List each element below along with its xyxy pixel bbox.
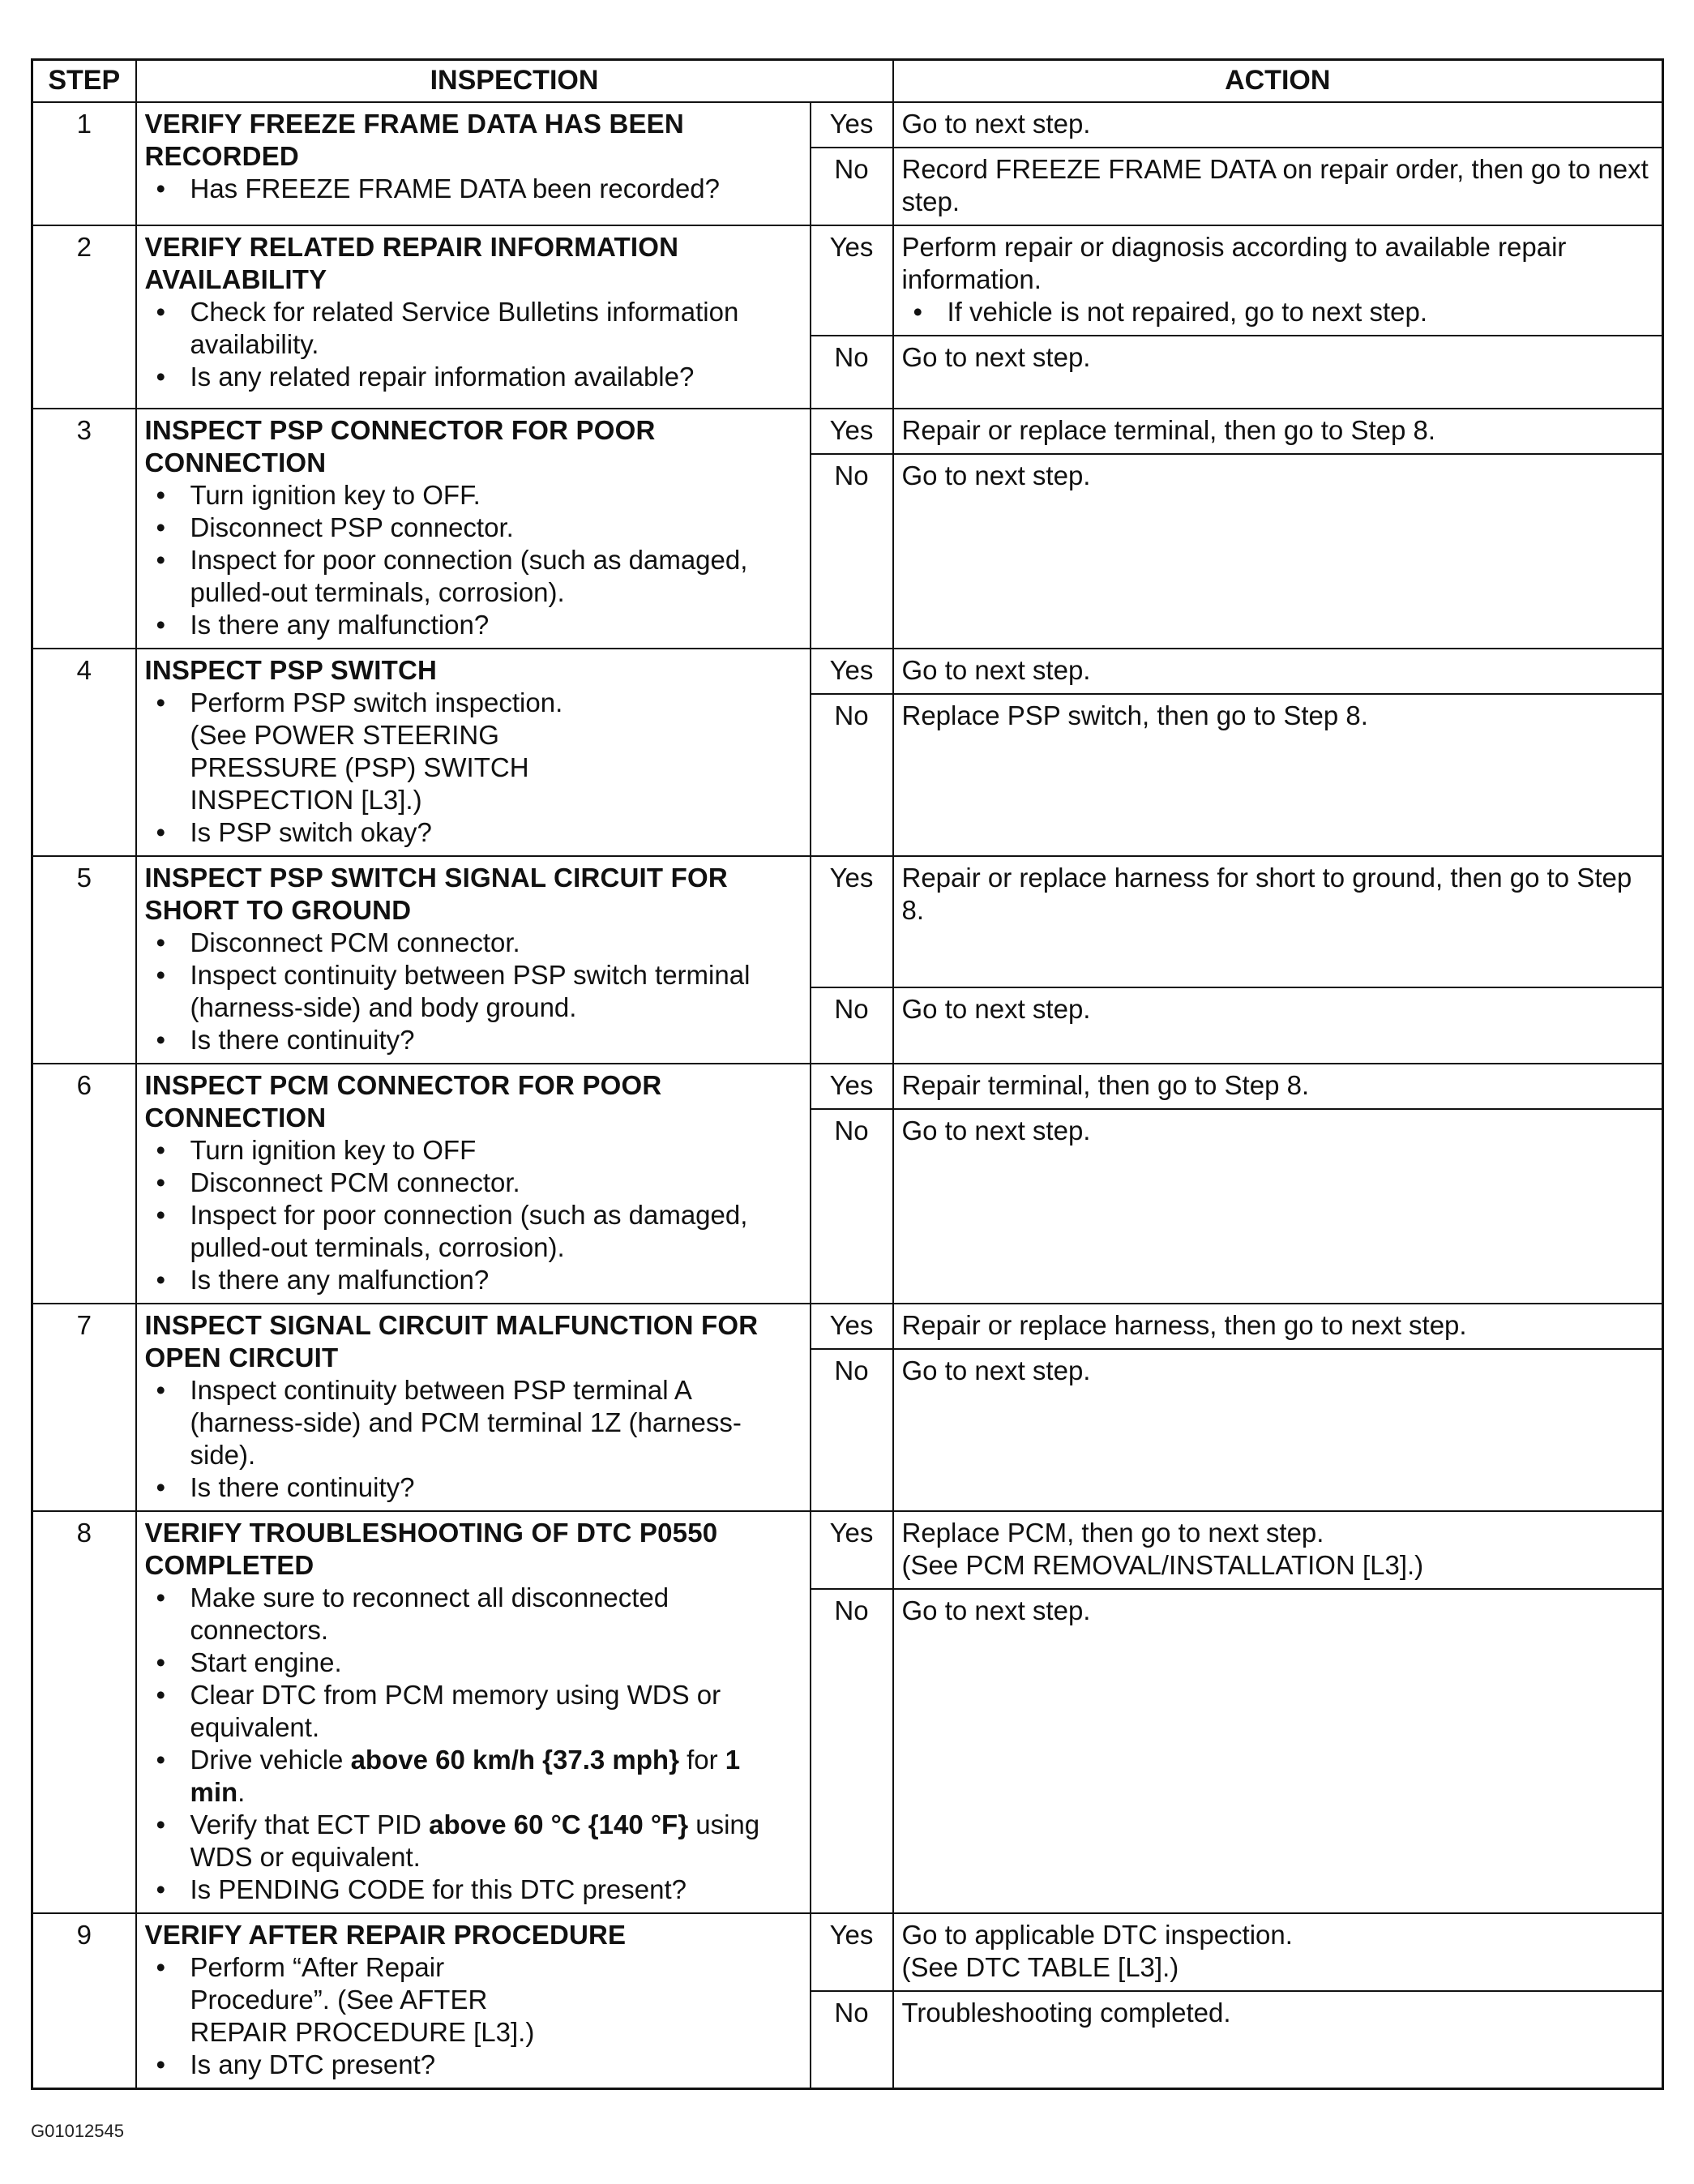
list-item: • Turn ignition key to OFF xyxy=(145,1134,802,1167)
table-row xyxy=(32,649,1663,694)
table-row xyxy=(32,856,1663,987)
step-inspection xyxy=(136,649,811,856)
list-item: • Disconnect PCM connector. xyxy=(145,927,802,959)
step-title: INSPECT PSP SWITCH xyxy=(144,655,438,685)
step-number: 4 xyxy=(32,649,136,856)
step-inspection xyxy=(136,1304,811,1511)
list-item: • Inspect for poor connection (such as damaged, pulled-out terminals, corrosion). xyxy=(145,544,802,609)
no-label: No xyxy=(811,148,893,225)
yes-action: Repair or replace harness for short to ground, then go to Step 8. xyxy=(893,856,1663,987)
action-reference: (See DTC TABLE [L3].) xyxy=(901,1952,1179,1982)
drive-speed: above 60 km/h {37.3 mph} xyxy=(350,1745,679,1775)
yes-action xyxy=(893,225,1663,336)
list-item: • Start engine. xyxy=(145,1647,802,1679)
drive-text-post: . xyxy=(237,1777,246,1807)
list-item: • Turn ignition key to OFF. xyxy=(145,479,802,512)
step-number: 2 xyxy=(32,225,136,409)
step-title: VERIFY RELATED REPAIR INFORMATION AVAILABILITY xyxy=(144,232,679,294)
yes-label: Yes xyxy=(811,1064,893,1109)
no-action: Go to next step. xyxy=(893,454,1663,649)
list-item: • Check for related Service Bulletins information availability. xyxy=(145,296,802,361)
drive-duration: 1 min xyxy=(190,1745,741,1807)
step-inspection xyxy=(136,1511,811,1913)
no-action: Go to next step. xyxy=(893,987,1663,1064)
list-item: • Inspect for poor connection (such as damaged, pulled-out terminals, corrosion). xyxy=(145,1199,802,1264)
step-number: 3 xyxy=(32,409,136,649)
yes-label: Yes xyxy=(811,1304,893,1349)
drive-text-pre: Drive vehicle xyxy=(190,1745,351,1775)
list-item xyxy=(145,1809,802,1874)
diagnostic-table-container xyxy=(31,58,1662,2090)
list-item: • Is any DTC present? xyxy=(145,2049,802,2081)
step-number: 8 xyxy=(32,1511,136,1913)
table-row xyxy=(32,1304,1663,1349)
list-item: • Is there any malfunction? xyxy=(145,609,802,641)
table-row xyxy=(32,1511,1663,1589)
step-number: 6 xyxy=(32,1064,136,1304)
no-action: Troubleshooting completed. xyxy=(893,1991,1663,2089)
figure-code: G01012545 xyxy=(31,2121,124,2141)
no-action: Go to next step. xyxy=(893,1109,1663,1304)
step-number: 5 xyxy=(32,856,136,1064)
no-label: No xyxy=(811,1349,893,1511)
list-item: • Inspect continuity between PSP switch terminal (harness-side) and body ground. xyxy=(145,959,802,1024)
list-item: • Make sure to reconnect all disconnected connectors. xyxy=(145,1582,802,1647)
list-item: • Disconnect PCM connector. xyxy=(145,1167,802,1199)
step-inspection xyxy=(136,1913,811,2089)
no-action: Go to next step. xyxy=(893,1589,1663,1913)
table-row xyxy=(32,225,1663,336)
table-row xyxy=(32,102,1663,148)
verify-text-pre: Verify that ECT PID xyxy=(190,1809,430,1839)
yes-label: Yes xyxy=(811,856,893,987)
no-action: Replace PSP switch, then go to Step 8. xyxy=(893,694,1663,856)
yes-action: Go to next step. xyxy=(893,649,1663,694)
no-action: Go to next step. xyxy=(893,1349,1663,1511)
yes-action: Repair terminal, then go to Step 8. xyxy=(893,1064,1663,1109)
step-number: 1 xyxy=(32,102,136,225)
no-label: No xyxy=(811,454,893,649)
step-title: INSPECT PSP SWITCH SIGNAL CIRCUIT FOR SHORT TO GROUND xyxy=(144,863,728,925)
list-item: • Is there any malfunction? xyxy=(145,1264,802,1296)
header-action: ACTION xyxy=(893,60,1663,103)
diagnostic-procedure-table xyxy=(31,58,1664,2090)
action-sub-bullet: • If vehicle is not repaired, go to next step. xyxy=(902,296,1654,328)
header-inspection: INSPECTION xyxy=(136,60,893,103)
step-inspection xyxy=(136,102,811,225)
action-text: Go to applicable DTC inspection. xyxy=(901,1920,1293,1950)
list-item: • Is PENDING CODE for this DTC present? xyxy=(145,1874,802,1906)
drive-text-mid: for xyxy=(678,1745,725,1775)
step-title: INSPECT PSP CONNECTOR FOR POOR CONNECTION xyxy=(144,415,656,477)
step-inspection xyxy=(136,1064,811,1304)
list-item: • Inspect continuity between PSP terminal A (harness-side) and PCM terminal 1Z (harness-side). xyxy=(145,1374,802,1471)
no-action: Record FREEZE FRAME DATA on repair order, then go to next step. xyxy=(893,148,1663,225)
list-item: • Perform “After Repair Procedure”. (See AFTER REPAIR PROCEDURE [L3].) xyxy=(145,1951,802,2049)
header-step: STEP xyxy=(32,60,136,103)
no-label: No xyxy=(811,1589,893,1913)
no-label: No xyxy=(811,1991,893,2089)
table-header-row xyxy=(32,60,1663,103)
action-text: Replace PCM, then go to next step. xyxy=(901,1518,1324,1548)
list-item: • Is PSP switch okay? xyxy=(145,816,802,849)
list-item: • Disconnect PSP connector. xyxy=(145,512,802,544)
step-inspection xyxy=(136,225,811,409)
yes-action xyxy=(893,1511,1663,1589)
step-number: 7 xyxy=(32,1304,136,1511)
list-item xyxy=(145,1744,802,1809)
yes-label: Yes xyxy=(811,649,893,694)
yes-action: Go to next step. xyxy=(893,102,1663,148)
step-title: INSPECT SIGNAL CIRCUIT MALFUNCTION FOR OPEN CIRCUIT xyxy=(144,1310,759,1372)
list-item: • Perform PSP switch inspection. (See POWER STEERING PRESSURE (PSP) SWITCH INSPECTION [L3].) xyxy=(145,687,802,816)
action-text: Perform repair or diagnosis according to available repair information. xyxy=(901,232,1567,294)
no-action: Go to next step. xyxy=(893,336,1663,409)
yes-label: Yes xyxy=(811,1913,893,1991)
step-inspection xyxy=(136,409,811,649)
yes-action xyxy=(893,1913,1663,1991)
no-label: No xyxy=(811,1109,893,1304)
action-reference: (See PCM REMOVAL/INSTALLATION [L3].) xyxy=(901,1550,1424,1580)
list-item: • Clear DTC from PCM memory using WDS or equivalent. xyxy=(145,1679,802,1744)
yes-action: Repair or replace terminal, then go to Step 8. xyxy=(893,409,1663,454)
step-title: VERIFY FREEZE FRAME DATA HAS BEEN RECORDED xyxy=(144,109,684,171)
list-item: • Is there continuity? xyxy=(145,1024,802,1056)
verify-text-post: using WDS or equivalent. xyxy=(190,1809,760,1872)
yes-action: Repair or replace harness, then go to next step. xyxy=(893,1304,1663,1349)
table-row xyxy=(32,409,1663,454)
yes-label: Yes xyxy=(811,409,893,454)
yes-label: Yes xyxy=(811,225,893,336)
yes-label: Yes xyxy=(811,102,893,148)
step-title: VERIFY TROUBLESHOOTING OF DTC P0550 COMPLETED xyxy=(144,1518,718,1580)
list-item: • Is there continuity? xyxy=(145,1471,802,1504)
no-label: No xyxy=(811,987,893,1064)
yes-label: Yes xyxy=(811,1511,893,1589)
step-title: VERIFY AFTER REPAIR PROCEDURE xyxy=(144,1920,627,1950)
step-number: 9 xyxy=(32,1913,136,2089)
no-label: No xyxy=(811,694,893,856)
step-title: INSPECT PCM CONNECTOR FOR POOR CONNECTION xyxy=(144,1070,662,1133)
table-row xyxy=(32,1064,1663,1109)
table-row xyxy=(32,1913,1663,1991)
verify-temperature: above 60 °C {140 °F} xyxy=(429,1809,689,1839)
list-item: • Has FREEZE FRAME DATA been recorded? xyxy=(145,173,802,205)
list-item: • Is any related repair information available? xyxy=(145,361,802,393)
no-label: No xyxy=(811,336,893,409)
step-inspection xyxy=(136,856,811,1064)
